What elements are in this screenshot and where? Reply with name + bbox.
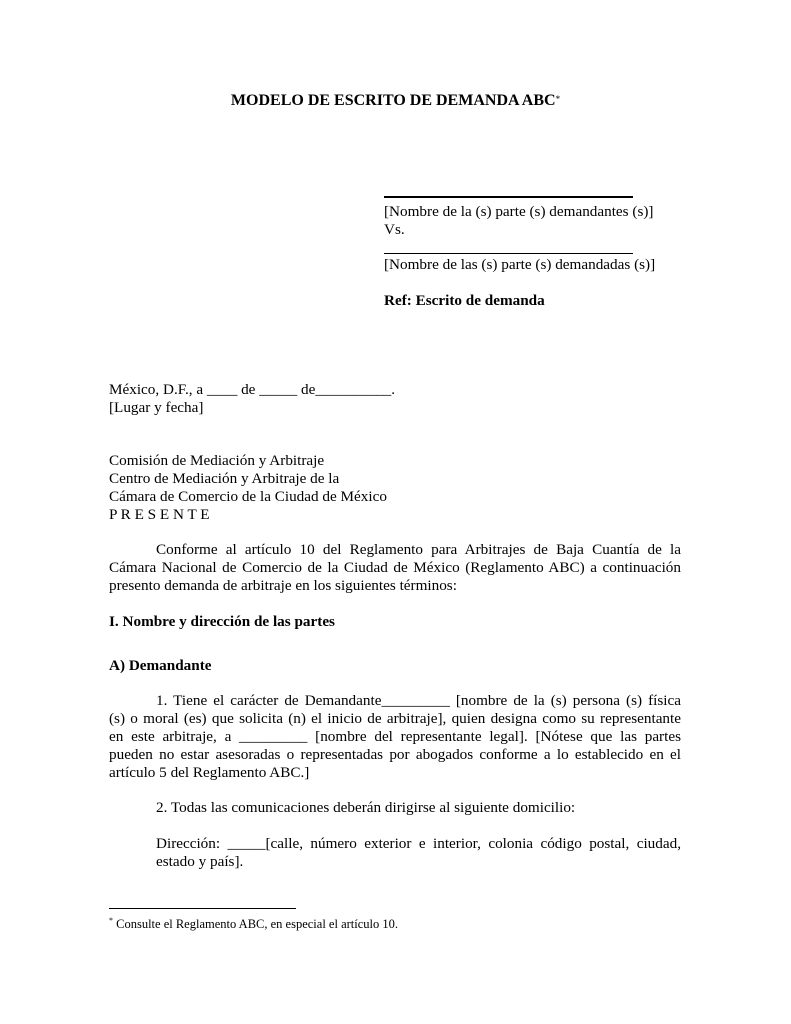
addressee-line: Cámara de Comercio de la Ciudad de México [109, 488, 387, 505]
date-hint: [Lugar y fecha] [109, 399, 204, 416]
footnote-mark: * [109, 916, 113, 925]
item-1-line: pueden no estar asesoradas o representadas por abogados conforme a lo establecido en el [109, 746, 681, 763]
item-1-line: 1. Tiene el carácter de Demandante_________ [nombre de la (s) persona (s) física [156, 692, 681, 709]
addressee-line: Comisión de Mediación y Arbitraje [109, 452, 325, 469]
section-heading: I. Nombre y dirección de las partes [109, 613, 335, 630]
footnote-text: Consulte el Reglamento ABC, en especial el artículo 10. [113, 917, 399, 931]
addressee-line: P R E S E N T E [109, 506, 210, 523]
address-line: Dirección: _____[calle, número exterior e interior, colonia código postal, ciudad, [156, 835, 681, 852]
item-1-line: artículo 5 del Reglamento ABC.] [109, 764, 310, 781]
plaintiff-signature-line [384, 196, 633, 198]
intro-line: Conforme al artículo 10 del Reglamento para Arbitrajes de Baja Cuantía de la [156, 541, 681, 558]
footnote [109, 917, 398, 932]
intro-line: presento demanda de arbitraje en los siguientes términos: [109, 577, 457, 594]
footnote-separator [109, 908, 296, 909]
document-title [0, 92, 791, 110]
title-text: MODELO DE ESCRITO DE DEMANDA ABC [230, 92, 556, 109]
address-line: estado y país]. [156, 853, 244, 870]
versus-label: Vs. [384, 221, 405, 238]
addressee-line: Centro de Mediación y Arbitraje de la [109, 470, 340, 487]
date-line: México, D.F., a ____ de _____ de__________. [109, 381, 396, 398]
intro-line: Cámara Nacional de Comercio de la Ciudad de México (Reglamento ABC) a continuación [109, 559, 681, 576]
plaintiffs-placeholder: [Nombre de la (s) parte (s) demandantes (s)] [384, 203, 654, 220]
defendants-placeholder: [Nombre de las (s) parte (s) demandadas (s)] [384, 256, 656, 273]
reference-line: Ref: Escrito de demanda [384, 292, 545, 309]
subsection-heading: A) Demandante [109, 657, 212, 674]
defendant-signature-line [384, 253, 633, 254]
item-1-line: (s) o moral (es) que solicita (n) el inicio de arbitraje], quien designa como su representante [109, 710, 681, 727]
item-1-line: en este arbitraje, a _________ [nombre del representante legal]. [Nótese que las partes [109, 728, 681, 745]
item-2-line: 2. Todas las comunicaciones deberán dirigirse al siguiente domicilio: [156, 799, 576, 816]
footnote-reference-mark: * [555, 94, 561, 104]
